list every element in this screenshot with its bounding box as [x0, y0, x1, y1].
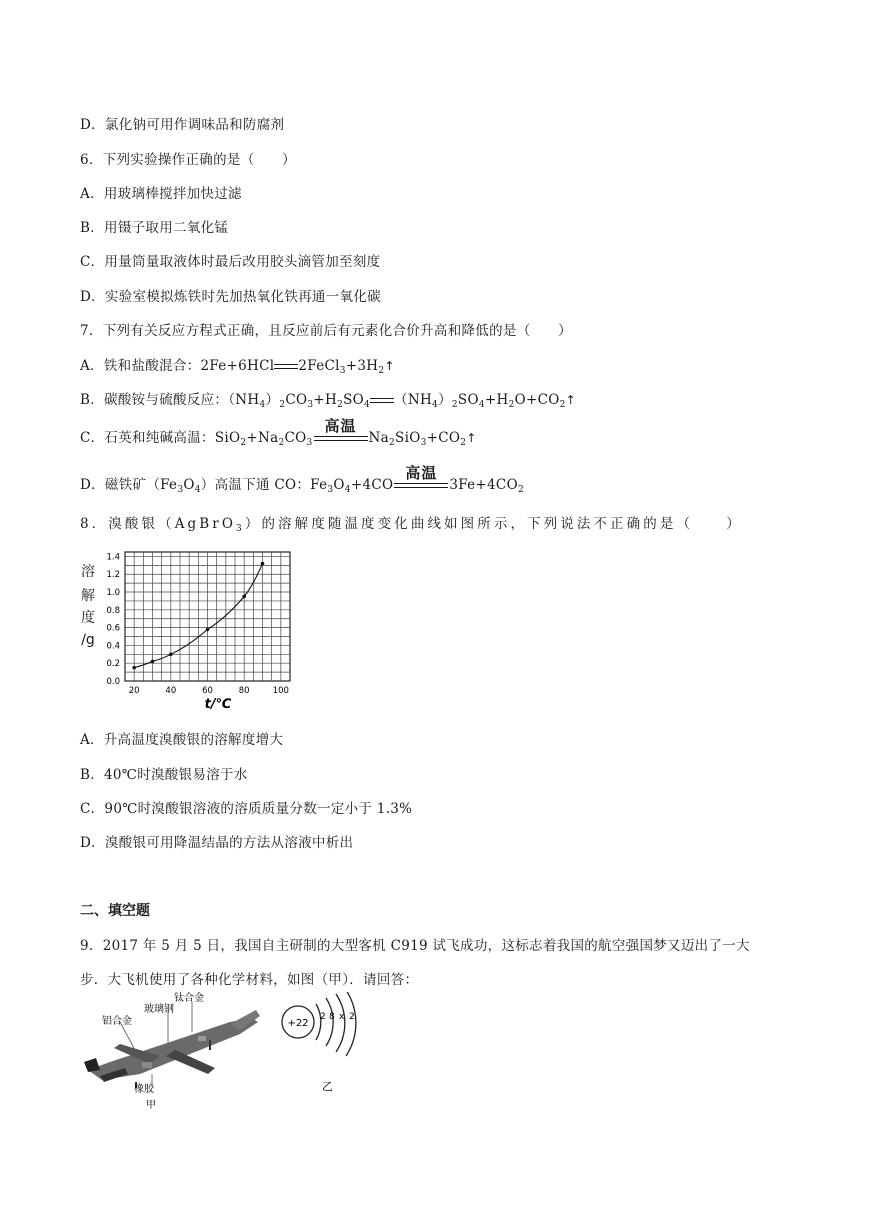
q7d-text: D．磁铁矿（Fe — [80, 477, 178, 493]
label-fiberglass: 玻璃钢 — [144, 1004, 174, 1015]
x-axis-label: t/℃ — [204, 697, 232, 712]
q9-stem-line1: 9．2017 年 5 月 5 日，我国自主研制的大型客机 C919 试飞成功，这标志着我国的航空强国梦又迈出了一大 — [80, 938, 750, 954]
x-tick-label: 20 — [128, 686, 140, 696]
q7b-text: O+CO — [514, 392, 560, 408]
electron-shell-2 — [326, 998, 333, 1046]
q8-option-b: B．40℃时溴酸银易溶于水 — [80, 767, 248, 783]
subscript: 3 — [339, 366, 346, 376]
subscript: 2 — [378, 366, 385, 376]
q7c-text: Na — [368, 430, 390, 446]
chart-svg — [76, 544, 306, 712]
data-point — [169, 653, 173, 657]
subscript: 3 — [307, 400, 314, 410]
subscript: 3 — [327, 485, 334, 495]
subscript: 4 — [478, 400, 485, 410]
shell-electrons-1: 2 — [320, 1012, 326, 1022]
q8-stem — [80, 512, 743, 534]
shell-electrons-3: x — [339, 1012, 345, 1022]
q6-option-c: C．用量筒量取液体时最后改用胶头滴管加至刻度 — [80, 254, 381, 270]
data-point — [151, 660, 155, 664]
subscript: 4 — [259, 400, 266, 410]
data-point — [261, 562, 265, 566]
q8-stem-pre: 8．溴酸银（AgBrO — [80, 516, 237, 532]
solubility-chart — [76, 544, 306, 712]
subscript: 2 — [517, 485, 524, 495]
reaction-condition-equals — [394, 463, 448, 493]
subscript: 2 — [278, 438, 285, 448]
q6-option-d: D．实验室模拟炼铁时先加热氧化铁再通一氧化碳 — [80, 289, 381, 305]
y-tick-label: 0.2 — [106, 659, 120, 670]
y-tick-label: 1.2 — [106, 570, 120, 581]
y-axis-label-char: /g — [81, 632, 95, 648]
q7b-text: ） — [438, 392, 452, 408]
subscript: 3 — [306, 438, 313, 448]
q7c-text: SiO — [395, 430, 421, 446]
reaction-condition-equals — [314, 416, 368, 446]
figures-svg — [80, 992, 400, 1110]
label-rubber: 橡胶 — [134, 1084, 154, 1095]
condition-label: 高温 — [405, 463, 438, 482]
subscript: 4 — [344, 485, 351, 495]
label-aluminum-alloy: 铝合金 — [102, 1016, 132, 1027]
x-tick-label: 40 — [165, 686, 177, 696]
q9-figures — [80, 992, 400, 1110]
section-heading: 二、填空题 — [80, 903, 150, 919]
q7b-text: SO — [343, 392, 365, 408]
q7-option-b — [80, 388, 576, 410]
q7-option-a — [80, 354, 395, 376]
data-point — [206, 628, 210, 632]
shell-electrons-4: 2 — [349, 1012, 355, 1022]
y-tick-label: 1.0 — [106, 588, 120, 599]
q7c-text: +Na — [246, 430, 279, 446]
shell-electrons-2: 8 — [329, 1012, 335, 1022]
q7c-text: +CO — [426, 430, 461, 446]
electron-shell-3 — [336, 994, 345, 1052]
equals-sign — [370, 396, 394, 406]
electron-shell-1 — [316, 1004, 321, 1040]
q7-stem: 7．下列有关反应方程式正确，且反应前后有元素化合价升高和降低的是（ ） — [80, 323, 572, 339]
subscript: 2 — [451, 400, 458, 410]
q7b-text: B．碳酸铵与硫酸反应：（NH — [80, 392, 260, 408]
q6-stem: 6．下列实验操作正确的是（ ） — [80, 152, 296, 168]
q7d-text: ）高温下通 CO：Fe — [200, 477, 328, 493]
q7b-text: +H — [313, 392, 338, 408]
q7b-text: CO — [285, 392, 308, 408]
caption-jia: 甲 — [146, 1100, 156, 1110]
q7d-text: O — [333, 477, 345, 493]
y-axis-label-char: 解 — [81, 588, 95, 604]
q7b-text: +H — [484, 392, 509, 408]
subscript: 3 — [177, 485, 184, 495]
q7d-text: O — [183, 477, 195, 493]
subscript: 2 — [337, 400, 344, 410]
data-point — [242, 595, 246, 599]
q7c-text: C．石英和纯碱高温：SiO — [80, 430, 241, 446]
label-titanium-alloy: 钛合金 — [174, 993, 204, 1004]
q9-stem-line2: 步．大飞机使用了各种化学材料，如图（甲）．请回答： — [80, 972, 419, 988]
electron-shell-4 — [346, 992, 356, 1056]
equals-sign — [274, 362, 298, 372]
nucleus-charge: +22 — [287, 1018, 309, 1029]
q7a-right: 2FeCl — [298, 358, 340, 374]
gas-arrow-icon: ↑ — [466, 431, 477, 445]
y-tick-label: 0.6 — [106, 623, 120, 634]
data-point — [132, 666, 136, 670]
subscript: 2 — [389, 438, 396, 448]
subscript: 3 — [236, 524, 245, 534]
gas-arrow-icon: ↑ — [384, 359, 395, 373]
q7a-prefix: A．铁和盐酸混合： — [80, 358, 201, 374]
y-axis-label-char: 度 — [81, 610, 95, 626]
atom-structure-diagram — [282, 992, 356, 1093]
subscript: 2 — [460, 438, 467, 448]
subscript: 2 — [240, 438, 247, 448]
y-tick-label: 1.4 — [106, 552, 120, 563]
q7b-text: SO — [457, 392, 479, 408]
subscript: 3 — [420, 438, 427, 448]
q7b-text: （NH — [394, 392, 433, 408]
condition-label: 高温 — [324, 416, 357, 435]
q8-option-c: C．90℃时溴酸银溶液的溶质质量分数一定小于 1.3% — [80, 801, 413, 817]
subscript: 2 — [508, 400, 515, 410]
x-tick-label: 100 — [272, 686, 289, 696]
y-tick-label: 0.0 — [106, 677, 120, 687]
q7a-rest: +3H — [345, 358, 379, 374]
q7a-left: 2Fe+6HCl — [200, 358, 275, 374]
q8-stem-post: ）的溶解度随温度变化曲线如图所示，下列说法不正确的是（ ） — [244, 516, 743, 532]
y-tick-label: 0.4 — [106, 641, 120, 652]
q8-option-a: A．升高温度溴酸银的溶解度增大 — [80, 732, 284, 748]
x-tick-label: 80 — [238, 686, 250, 696]
q7d-text: 3Fe+4CO — [449, 477, 518, 493]
q6-option-b: B．用镊子取用二氧化锰 — [80, 220, 229, 236]
y-tick-label: 0.8 — [106, 605, 120, 616]
q7c-text: CO — [284, 430, 307, 446]
subscript: 4 — [364, 400, 371, 410]
q7d-text: +4CO — [350, 477, 394, 493]
x-tick-label: 60 — [202, 686, 213, 696]
q5-option-d: D．氯化钠可用作调味品和防腐剂 — [80, 117, 285, 133]
q7-option-c — [80, 416, 477, 448]
q7b-text: ） — [265, 392, 280, 408]
q8-option-d: D．溴酸银可用降温结晶的方法从溶液中析出 — [80, 835, 354, 851]
q7-option-d — [80, 463, 524, 495]
subscript: 4 — [432, 400, 439, 410]
q6-option-a: A．用玻璃棒搅拌加快过滤 — [80, 186, 242, 202]
subscript: 2 — [559, 400, 566, 410]
gas-arrow-icon: ↑ — [565, 393, 576, 407]
subscript: 4 — [194, 485, 201, 495]
caption-yi: 乙 — [322, 1080, 333, 1093]
y-axis-label-char: 溶 — [81, 564, 95, 580]
subscript: 2 — [279, 400, 286, 410]
